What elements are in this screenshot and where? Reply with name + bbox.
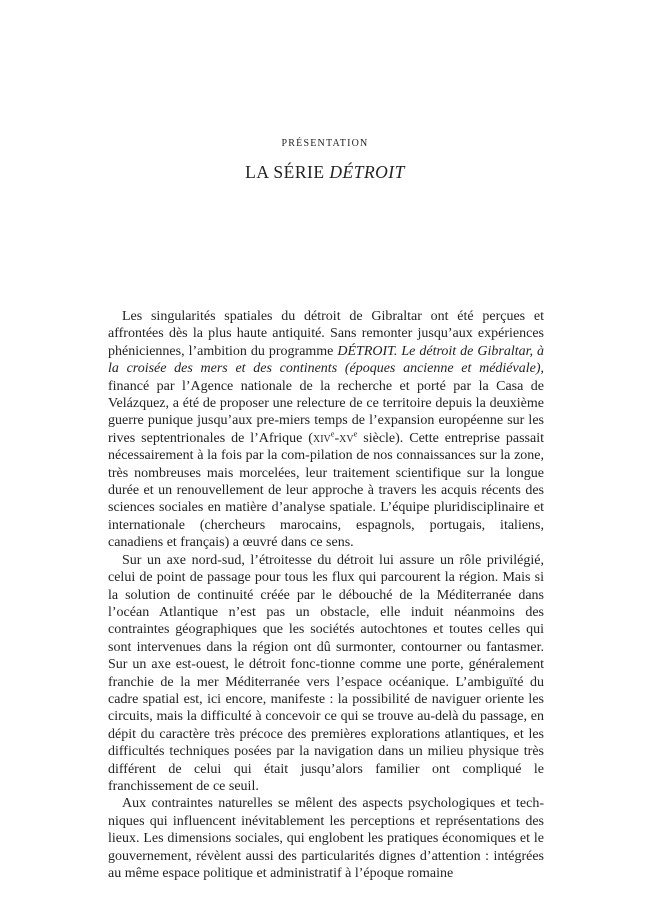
p1-text-d: siècle). Cette entreprise passait nécessairement à la fois par la com-pilation de nos connaissances sur la zone, très nombreuses mais morcelées, leur traitement scientifique sur la longue durée et un renouvellement de leur approche à travers les acquis récents des sciences sociales en matière d’analyse spatiale. L’équipe pluridisciplinaire et internationale (chercheurs marocains, espagnols, portugais, italiens, canadiens et français) a œuvré dans ce sens. — [108, 430, 544, 551]
p1-text-a: Les singularités spatiales du détroit de Gibraltar ont été perçues et affrontées dès la plus haute antiquité. Sans remonter jusqu’aux expériences phéniciennes, l’ambition du programme — [108, 309, 544, 359]
century-end-sup: e — [353, 429, 358, 439]
century-start-sup: e — [330, 429, 335, 439]
century-end: xv — [339, 430, 354, 446]
title-prefix: LA SÉRIE — [245, 162, 330, 182]
section-kicker: PRÉSENTATION — [281, 138, 369, 149]
paragraph-2: Sur un axe nord-sud, l’étroitesse du détroit lui assure un rôle privilégié, celui de point de passage pour tous les flux qui parcourent la région. Mais si la solution de continuité créée par le débouché de la Méditerranée dans l’océan Atlantique n’est pas un obstacle, elle induit néanmoins des contraintes géographiques que les sociétés autochtones et toutes celles qui sont intervenues dans la région ont dû surmonter, contourner ou fantasmer. Sur un axe est-ouest, le détroit fonc-tionne comme une porte, généralement franchie de la mer Méditerranée vers l’espace océanique. L’ambiguïté du cadre spatial est, ici encore, manifeste : la possibilité de naviguer oriente les circuits, mais la difficulté à concevoir ce qui se trouve au-delà du passage, en dépit du caractère très précoce des premières explorations atlantiques, et les difficultés techniques posées par la navigation dans un milieu physique très différent de celui qui était jusqu’alors familier ont compliqué le franchissement de ce seuil. — [108, 552, 544, 794]
p1-program-title: DÉTROIT. Le détroit de Gibraltar, à la croisée des mers et des continents (époques ancienne et médiévale) — [108, 343, 544, 377]
paragraph-1 — [108, 308, 544, 552]
page-title — [0, 160, 650, 184]
paragraph-3: Aux contraintes naturelles se mêlent des aspects psychologiques et tech-niques qui influencent inévitablement les perceptions et représentations des lieux. Les dimensions sociales, qui englobent les pratiques économiques et le gouvernement, révèlent aussi des particularités dignes d’attention : intégrées au même espace politique et administratif à l’époque romaine — [108, 796, 544, 881]
title-emphasis: DÉTROIT — [329, 162, 405, 182]
century-start: xiv — [312, 430, 331, 446]
body-text — [108, 308, 544, 882]
century-dash: - — [334, 430, 340, 446]
p1-text-c: , financé par l’Agence nationale de la recherche et porté par la Casa de Velázquez, a été de proposer une relecture de ce territoire depuis la deuxième guerre punique jusqu’aux pre-miers temps de l’expansion européenne sur les rives septentrionales de l’Afrique ( — [108, 361, 544, 446]
